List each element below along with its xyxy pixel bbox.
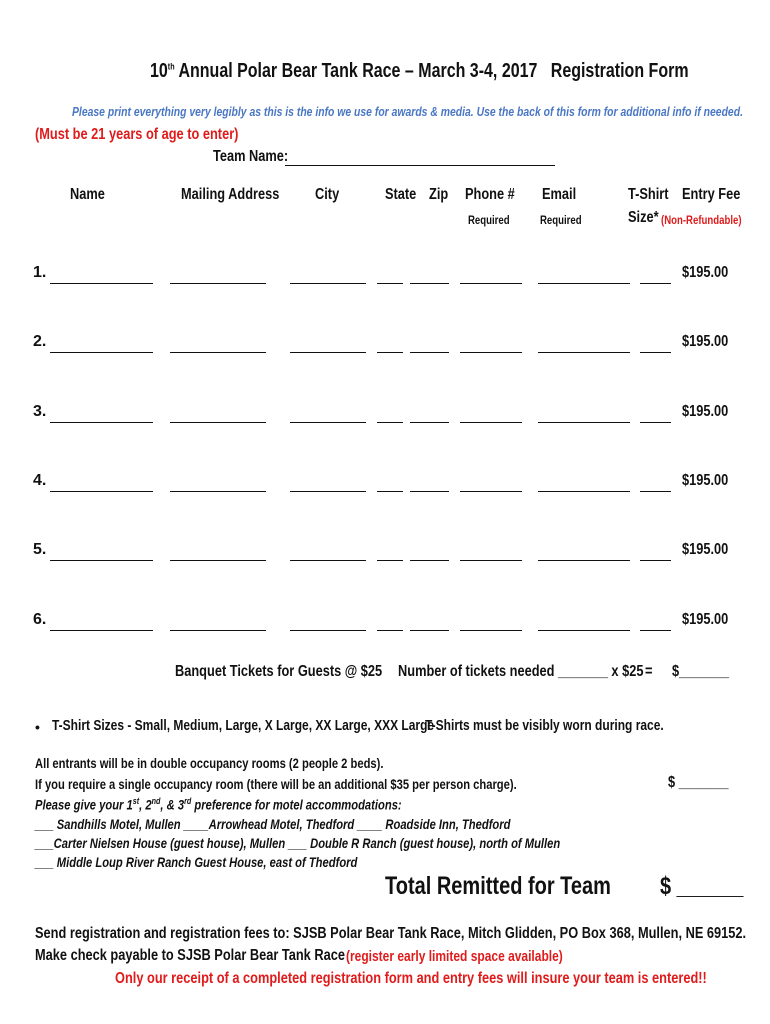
email-field[interactable] [538,422,630,423]
tshirt-sizes: T-Shirt Sizes - Small, Medium, Large, X Large, XX Large, XXX Large [52,717,435,734]
motel-options-3[interactable]: ___ Middle Loup River Ranch Guest House, east of Thedford [35,854,358,870]
entry-fee-value: $195.00 [682,333,729,351]
tshirt-size-field[interactable] [640,283,671,284]
entry-fee-value: $195.00 [682,264,729,281]
tshirt-size-field[interactable] [640,352,671,353]
address-field[interactable] [170,630,266,631]
motel-options-1[interactable]: ___ Sandhills Motel, Mullen ____Arrowhead Motel, Thedford ____ Roadside Inn, Thedford [35,816,511,832]
col-email: Email [542,186,577,203]
name-field[interactable] [50,352,153,353]
address-field[interactable] [170,283,266,284]
row-number: 1. [33,264,47,281]
name-field[interactable] [50,422,153,423]
payable-to: Make check payable to SJSB Polar Bear Tank Race [35,947,345,964]
row-number: 4. [33,471,47,489]
entry-fee-value: $195.00 [682,402,729,420]
banquet-tickets-needed[interactable]: Number of tickets needed _______ x $25 [398,663,644,680]
name-field[interactable] [50,630,153,631]
rooms-line1: All entrants will be in double occupancy rooms (2 people 2 beds). [35,755,384,771]
row-number: 6. [33,610,47,628]
col-zip: Zip [429,186,449,203]
email-field[interactable] [538,630,630,631]
address-field[interactable] [170,352,266,353]
city-field[interactable] [290,630,366,631]
phone-field[interactable] [460,491,522,492]
phone-field[interactable] [460,352,522,353]
zip-field[interactable] [410,491,449,492]
zip-field[interactable] [410,630,449,631]
col-phone: Phone # [465,186,515,203]
col-email-note: Required [540,213,582,227]
state-field[interactable] [377,560,403,561]
phone-field[interactable] [460,283,522,284]
banquet-label: Banquet Tickets for Guests @ $25 [175,663,383,680]
col-tshirt-size: Size* [628,209,659,226]
zip-field[interactable] [410,352,449,353]
send-to-address: Send registration and registration fees to: SJSB Polar Bear Tank Race, Mitch Glidden, PO Box 368, Mullen, NE 69152. [35,925,747,942]
instruction-text: Please print everything very legibly as this is the info we use for awards & media. Use the back of this form for additional info if needed. [72,104,743,119]
title-event: Annual Polar Bear Tank Race – March 3-4, 2017 [174,60,538,82]
zip-field[interactable] [410,560,449,561]
col-fee-note: (Non-Refundable) [661,213,742,227]
city-field[interactable] [290,491,366,492]
age-notice: (Must be 21 years of age to enter) [35,126,239,143]
state-field[interactable] [377,630,403,631]
col-fee: Entry Fee [682,186,741,203]
state-field[interactable] [377,283,403,284]
name-field[interactable] [50,283,153,284]
motel-preference-label: Please give your 1st, 2nd, & 3rd preference for motel accommodations: [35,796,402,813]
team-name-label: Team Name: [213,148,289,165]
state-field[interactable] [377,352,403,353]
email-field[interactable] [538,283,630,284]
col-phone-note: Required [468,213,510,227]
address-field[interactable] [170,560,266,561]
address-field[interactable] [170,491,266,492]
phone-field[interactable] [460,630,522,631]
motel-options-2[interactable]: ___Carter Nielsen House (guest house), Mullen ___ Double R Ranch (guest house), north of Mullen [35,835,561,851]
title-number: 10 [150,60,168,82]
zip-field[interactable] [410,283,449,284]
banquet-total-field[interactable]: $_______ [672,663,729,680]
entry-fee-value: $195.00 [682,610,729,628]
col-state: State [385,186,417,203]
state-field[interactable] [377,422,403,423]
state-field[interactable] [377,491,403,492]
phone-field[interactable] [460,560,522,561]
title-ordinal: th [167,61,175,72]
col-city: City [315,186,340,203]
banquet-equals: = [645,663,653,680]
email-field[interactable] [538,491,630,492]
address-field[interactable] [170,422,266,423]
total-field[interactable]: $ ______ [660,872,744,900]
tshirt-size-field[interactable] [640,491,671,492]
col-name: Name [70,186,105,203]
rooms-line2: If you require a single occupancy room (there will be an additional $35 per person charge). [35,776,517,792]
entry-fee-value: $195.00 [682,541,729,559]
tshirt-note: T-Shirts must be visibly worn during race. [425,717,664,734]
bullet-icon: • [35,719,40,735]
team-name-field[interactable] [285,165,555,166]
city-field[interactable] [290,560,366,561]
phone-field[interactable] [460,422,522,423]
row-number: 5. [33,541,47,559]
city-field[interactable] [290,422,366,423]
row-number: 2. [33,333,47,351]
zip-field[interactable] [410,422,449,423]
single-room-field[interactable]: $ _______ [668,774,729,791]
page-title [150,60,770,83]
title-form: Registration Form [550,60,689,82]
name-field[interactable] [50,491,153,492]
tshirt-size-field[interactable] [640,630,671,631]
tshirt-size-field[interactable] [640,422,671,423]
email-field[interactable] [538,560,630,561]
row-number: 3. [33,402,47,420]
early-registration-note: (register early limited space available) [346,948,563,965]
city-field[interactable] [290,352,366,353]
receipt-notice: Only our receipt of a completed registration form and entry fees will insure your team is entered!! [115,970,707,987]
city-field[interactable] [290,283,366,284]
entry-fee-value: $195.00 [682,471,729,489]
tshirt-size-field[interactable] [640,560,671,561]
email-field[interactable] [538,352,630,353]
total-label: Total Remitted for Team [385,872,611,900]
name-field[interactable] [50,560,153,561]
col-tshirt: T-Shirt [628,186,669,203]
col-address: Mailing Address [181,186,280,203]
